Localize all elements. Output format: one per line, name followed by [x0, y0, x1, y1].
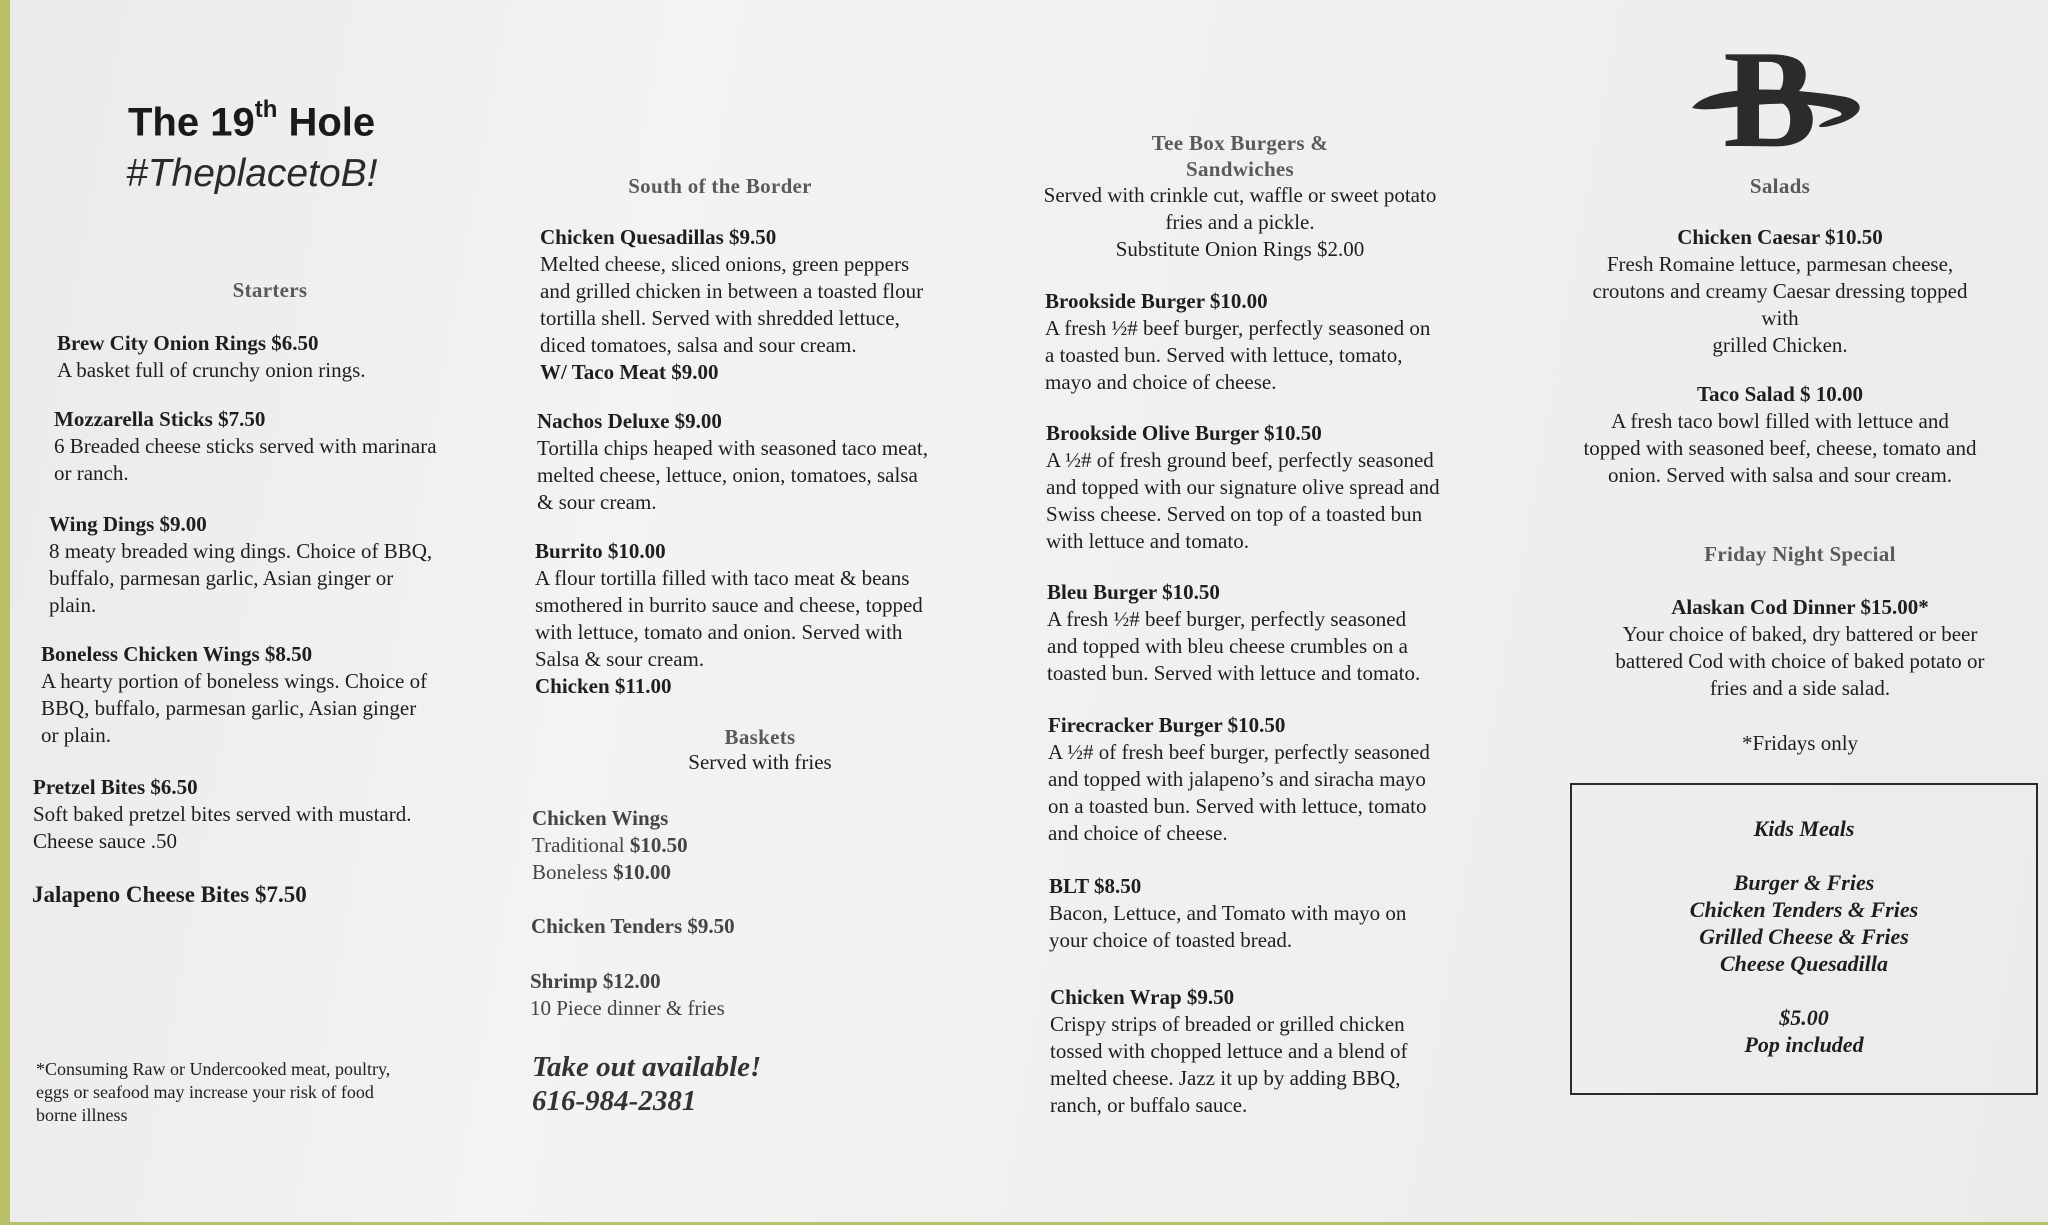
item-desc: with — [1761, 306, 1799, 330]
item-desc: Cheese sauce .50 — [33, 829, 178, 853]
wings-boneless-label: Boneless — [532, 860, 614, 884]
item-name: BLT $8.50 — [1049, 874, 1142, 898]
wings-traditional-label: Traditional — [532, 833, 630, 857]
item-desc: ranch, or buffalo sauce. — [1050, 1093, 1248, 1117]
burger-item — [1046, 420, 1526, 555]
page-title — [128, 96, 376, 145]
phone-number: 616-984-2381 — [532, 1085, 697, 1117]
item-name: Brookside Burger $10.00 — [1045, 289, 1268, 313]
salads-heading: Salads — [1749, 174, 1811, 198]
item-name: Bleu Burger $10.50 — [1047, 580, 1220, 604]
item-desc: Tortilla chips heaped with seasoned taco meat, — [537, 436, 928, 460]
item-desc: A ½# of fresh beef burger, perfectly seasoned — [1048, 740, 1430, 764]
basket-item-wings — [532, 805, 832, 886]
food-disclaimer — [36, 1058, 476, 1127]
item-desc: Bacon, Lettuce, and Tomato with mayo on — [1049, 901, 1407, 925]
item-desc: A fresh ½# beef burger, perfectly seasoned on — [1045, 316, 1431, 340]
item-desc: Salsa & sour cream. — [535, 647, 705, 671]
south-heading: South of the Border — [628, 174, 812, 198]
intro-line: fries and a pickle. — [1165, 210, 1315, 234]
item-desc: 10 Piece dinner & fries — [530, 996, 725, 1020]
item-name: Chicken Wings — [532, 806, 669, 830]
item-desc: your choice of toasted bread. — [1049, 928, 1293, 952]
item-desc: croutons and creamy Caesar dressing topped — [1592, 279, 1968, 303]
takeout-label: Take out available! — [532, 1051, 762, 1083]
item-desc: toasted bun. Served with lettuce and tomato. — [1047, 661, 1421, 685]
item-desc: topped with seasoned beef, cheese, tomato and — [1583, 436, 1977, 460]
item-name: Chicken Caesar $10.50 — [1677, 225, 1883, 249]
item-desc: smothered in burrito sauce and cheese, topped — [535, 593, 923, 617]
tagline: #TheplacetoB! — [126, 152, 378, 195]
disclaimer-line: eggs or seafood may increase your risk of food — [36, 1082, 374, 1102]
heading-line: Tee Box Burgers & — [1151, 131, 1329, 155]
friday-heading: Friday Night Special — [1704, 542, 1896, 566]
starter-item-name: Jalapeno Cheese Bites $7.50 — [32, 882, 307, 907]
item-desc: tortilla shell. Served with shredded lettuce, — [540, 306, 900, 330]
item-desc: 6 Breaded cheese sticks served with marinara — [54, 434, 437, 458]
disclaimer-line: borne illness — [36, 1105, 128, 1125]
basket-item-shrimp — [530, 968, 830, 1022]
item-desc: on a toasted bun. Served with lettuce, tomato — [1048, 794, 1427, 818]
friday-item — [1570, 594, 2030, 702]
item-desc: and topped with bleu cheese crumbles on a — [1047, 634, 1408, 658]
item-desc: & sour cream. — [537, 490, 657, 514]
item-desc: diced tomatoes, salsa and sour cream. — [540, 333, 857, 357]
baskets-subtitle: Served with fries — [688, 750, 832, 774]
item-desc: BBQ, buffalo, parmesan garlic, Asian ginger — [41, 696, 417, 720]
item-desc: and topped with jalapeno’s and siracha mayo — [1048, 767, 1426, 791]
kids-price: $5.00 — [1779, 1005, 1829, 1030]
burger-item — [1045, 288, 1525, 396]
item-desc: mayo and choice of cheese. — [1045, 370, 1277, 394]
title-superscript: th — [254, 96, 278, 123]
item-desc: A ½# of fresh ground beef, perfectly seasoned — [1046, 448, 1434, 472]
item-name: Brew City Onion Rings $6.50 — [57, 331, 319, 355]
b-logo — [1690, 38, 1870, 153]
item-desc: onion. Served with salsa and sour cream. — [1607, 463, 1953, 487]
item-desc: A flour tortilla filled with taco meat & beans — [535, 566, 910, 590]
intro-line: Served with crinkle cut, waffle or sweet potato — [1043, 183, 1437, 207]
menu-paper — [10, 0, 2048, 1222]
wings-boneless-price: $10.00 — [613, 860, 671, 884]
item-desc: buffalo, parmesan garlic, Asian ginger or — [49, 566, 394, 590]
item-desc: Soft baked pretzel bites served with mustard. — [33, 802, 412, 826]
south-item-nachos — [537, 408, 1017, 516]
item-name: Brookside Olive Burger $10.50 — [1046, 421, 1322, 445]
item-desc: and choice of cheese. — [1048, 821, 1228, 845]
kids-meals-box — [1570, 783, 2038, 1095]
item-extra: W/ Taco Meat $9.00 — [540, 360, 719, 384]
item-desc: battered Cod with choice of baked potato or — [1615, 649, 1985, 673]
item-name: Shrimp $12.00 — [530, 969, 661, 993]
item-desc: melted cheese. Jazz it up by adding BBQ, — [1050, 1066, 1401, 1090]
item-desc: and topped with our signature olive spread and — [1046, 475, 1440, 499]
item-desc: plain. — [49, 593, 97, 617]
item-desc: A hearty portion of boneless wings. Choice of — [41, 669, 428, 693]
title-main: The 19 — [128, 100, 255, 145]
item-desc: and grilled chicken in between a toasted flour — [540, 279, 924, 303]
starter-item — [33, 774, 503, 855]
kids-item: Chicken Tenders & Fries — [1689, 897, 1919, 922]
item-desc: A fresh ½# beef burger, perfectly seasoned — [1047, 607, 1407, 631]
starter-item — [41, 641, 511, 749]
basket-item-tenders: Chicken Tenders $9.50 — [531, 914, 735, 938]
friday-note: *Fridays only — [1741, 731, 1859, 755]
item-name: Mozzarella Sticks $7.50 — [54, 407, 266, 431]
item-desc: with lettuce, tomato and onion. Served with — [535, 620, 903, 644]
item-name: Chicken Wrap $9.50 — [1050, 985, 1235, 1009]
takeout-note — [532, 1050, 761, 1118]
item-desc: Swiss cheese. Served on top of a toasted bun — [1046, 502, 1423, 526]
item-desc: grilled Chicken. — [1712, 333, 1848, 357]
item-desc: 8 meaty breaded wing dings. Choice of BBQ, — [49, 539, 433, 563]
logo-letter: B — [1723, 38, 1817, 153]
item-name: Firecracker Burger $10.50 — [1048, 713, 1286, 737]
kids-item: Cheese Quesadilla — [1719, 951, 1889, 976]
item-name: Wing Dings $9.00 — [49, 512, 207, 536]
item-desc: fries and a side salad. — [1709, 676, 1891, 700]
south-item-quesadilla — [540, 224, 1020, 386]
item-desc: Fresh Romaine lettuce, parmesan cheese, — [1606, 252, 1954, 276]
item-name: Nachos Deluxe $9.00 — [537, 409, 722, 433]
burger-item — [1047, 579, 1527, 687]
intro-line: Substitute Onion Rings $2.00 — [1115, 237, 1365, 261]
item-name: Boneless Chicken Wings $8.50 — [41, 642, 313, 666]
burgers-heading — [1090, 130, 1390, 182]
heading-line: Sandwiches — [1185, 157, 1295, 181]
item-desc: tossed with chopped lettuce and a blend of — [1050, 1039, 1408, 1063]
starter-item — [49, 511, 509, 619]
south-item-burrito — [535, 538, 1015, 700]
salad-item-caesar — [1550, 224, 2010, 359]
starter-item — [54, 406, 494, 487]
item-desc: a toasted bun. Served with lettuce, tomato, — [1045, 343, 1403, 367]
burgers-intro — [1020, 182, 1460, 263]
baskets-heading: Baskets — [724, 725, 796, 749]
wings-traditional-price: $10.50 — [629, 833, 688, 857]
item-desc: melted cheese, lettuce, onion, tomatoes, salsa — [537, 463, 918, 487]
item-name: Taco Salad $ 10.00 — [1696, 382, 1864, 406]
disclaimer-line: *Consuming Raw or Undercooked meat, poultry, — [36, 1059, 391, 1079]
item-desc: Crispy strips of breaded or grilled chicken — [1050, 1012, 1405, 1036]
item-desc: with lettuce and tomato. — [1046, 529, 1249, 553]
item-name: Alaskan Cod Dinner $15.00* — [1671, 595, 1929, 619]
burger-item — [1049, 873, 1529, 954]
item-desc: or ranch. — [54, 461, 129, 485]
item-desc: Melted cheese, sliced onions, green peppers — [540, 252, 910, 276]
item-desc: A fresh taco bowl filled with lettuce and — [1611, 409, 1949, 433]
title-end: Hole — [277, 100, 376, 145]
item-name: Burrito $10.00 — [535, 539, 666, 563]
item-desc: A basket full of crunchy onion rings. — [57, 358, 366, 382]
item-extra: Chicken $11.00 — [535, 674, 672, 698]
item-desc: Your choice of baked, dry battered or beer — [1622, 622, 1978, 646]
item-name: Pretzel Bites $6.50 — [33, 775, 198, 799]
burger-item — [1048, 712, 1528, 847]
burger-item — [1050, 984, 1530, 1119]
kids-heading: Kids Meals — [1753, 816, 1855, 841]
starter-item — [57, 330, 497, 384]
kids-item: Burger & Fries — [1733, 870, 1875, 895]
item-name: Chicken Quesadillas $9.50 — [540, 225, 777, 249]
item-desc: or plain. — [41, 723, 111, 747]
starters-heading: Starters — [232, 278, 308, 302]
salad-item-taco — [1550, 381, 2010, 489]
kids-item: Grilled Cheese & Fries — [1699, 924, 1909, 949]
kids-note: Pop included — [1744, 1032, 1864, 1057]
